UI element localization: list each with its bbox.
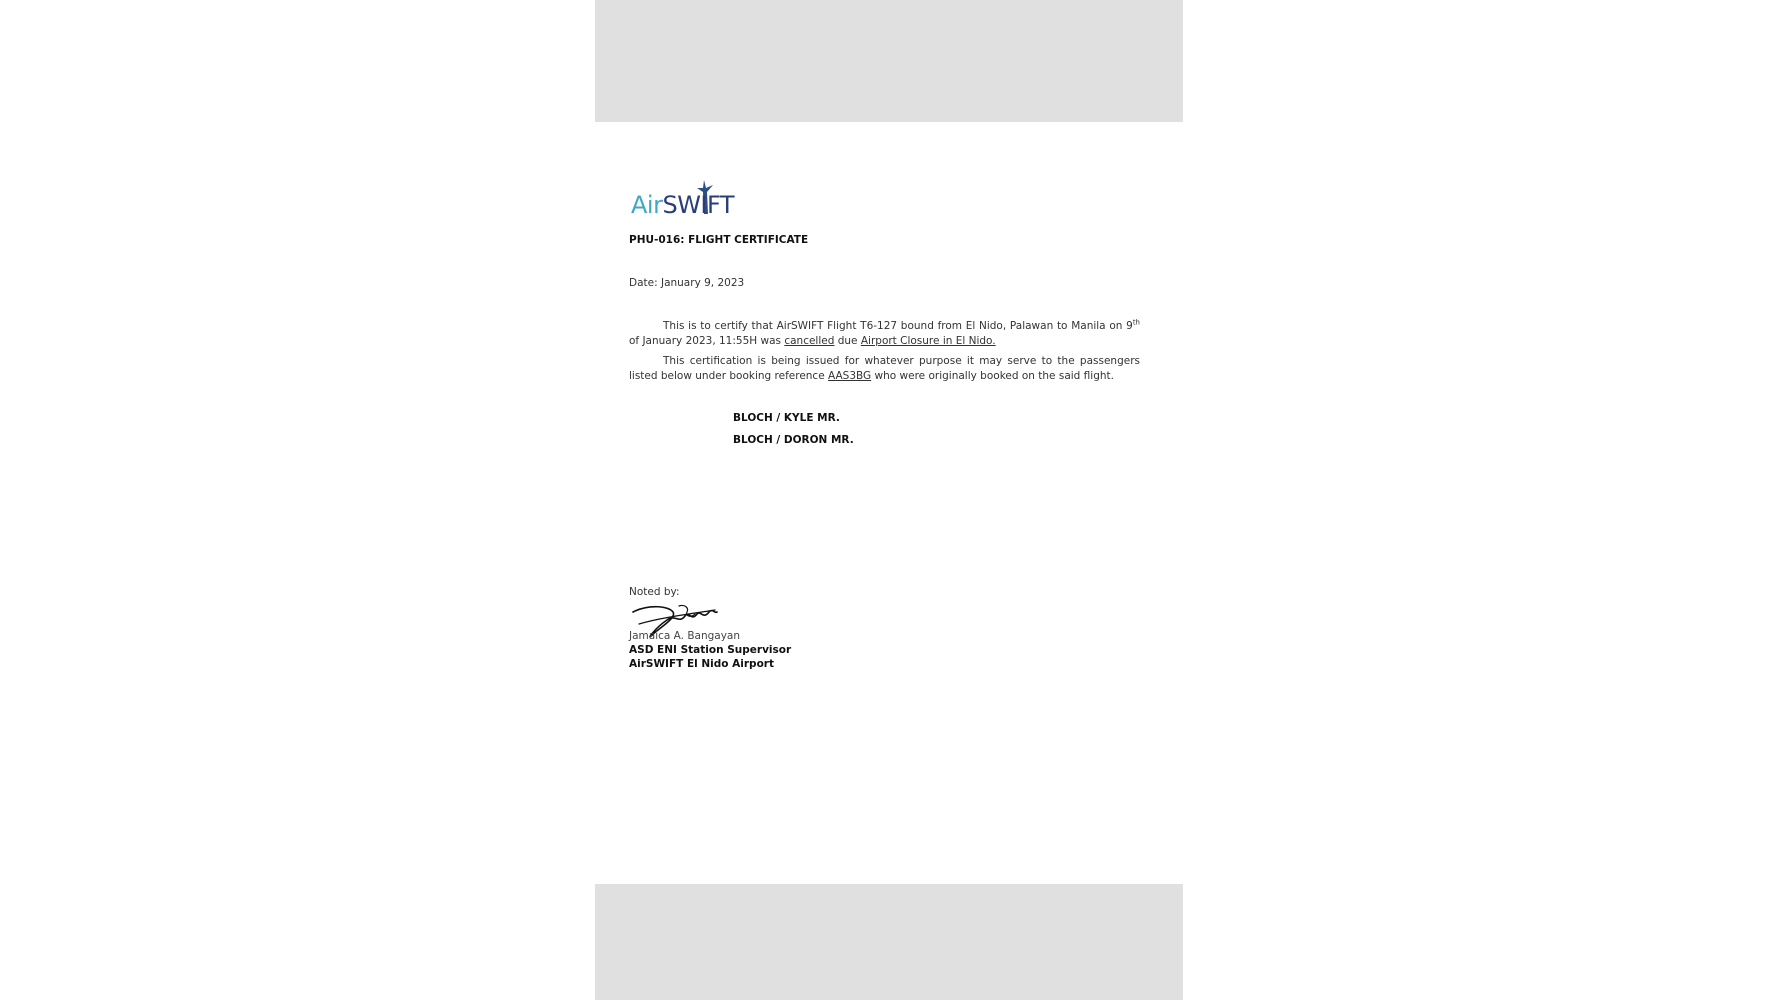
passenger-name: BLOCH / DORON MR. [733,434,854,446]
para1-ordinal: th [1132,318,1140,327]
flight-status: cancelled [784,334,835,347]
para1-text-1: This is to certify that AirSWIFT Flight T6-127 bound from El Nido, Palawan to Manila on 9 [663,320,1133,332]
para2-text-2: who were originally booked on the said flight. [871,369,1114,382]
logo-swift: SWIFT [662,191,735,219]
date-line: Date: January 9, 2023 [629,277,745,289]
purpose-paragraph [629,354,1140,383]
para1-text-3: due [834,334,861,347]
viewer-bottom-margin [595,884,1183,1000]
logo-wordmark [631,191,734,219]
signer-station: AirSWIFT El Nido Airport [629,658,774,670]
certificate-page [595,122,1183,884]
noted-by-label: Noted by: [629,586,680,598]
document-code: PHU-016: FLIGHT CERTIFICATE [629,234,809,246]
certification-paragraph [629,319,1140,348]
viewer-top-margin [595,0,1183,122]
logo-air: Air [631,191,663,219]
para2-text-1: This certification is being issued for whatever purpose it may serve to the passengers listed below under booking reference [629,355,1140,382]
cancellation-reason: Airport Closure in El Nido. [860,334,996,347]
para1-text-2: of January 2023, 11:55H was [629,334,785,347]
signer-name: Jamaica A. Bangayan [629,630,741,642]
signer-title: ASD ENI Station Supervisor [629,644,792,656]
airswift-logo [631,176,741,222]
passenger-name: BLOCH / KYLE MR. [733,412,840,424]
booking-reference: AAS3BG [828,369,872,382]
